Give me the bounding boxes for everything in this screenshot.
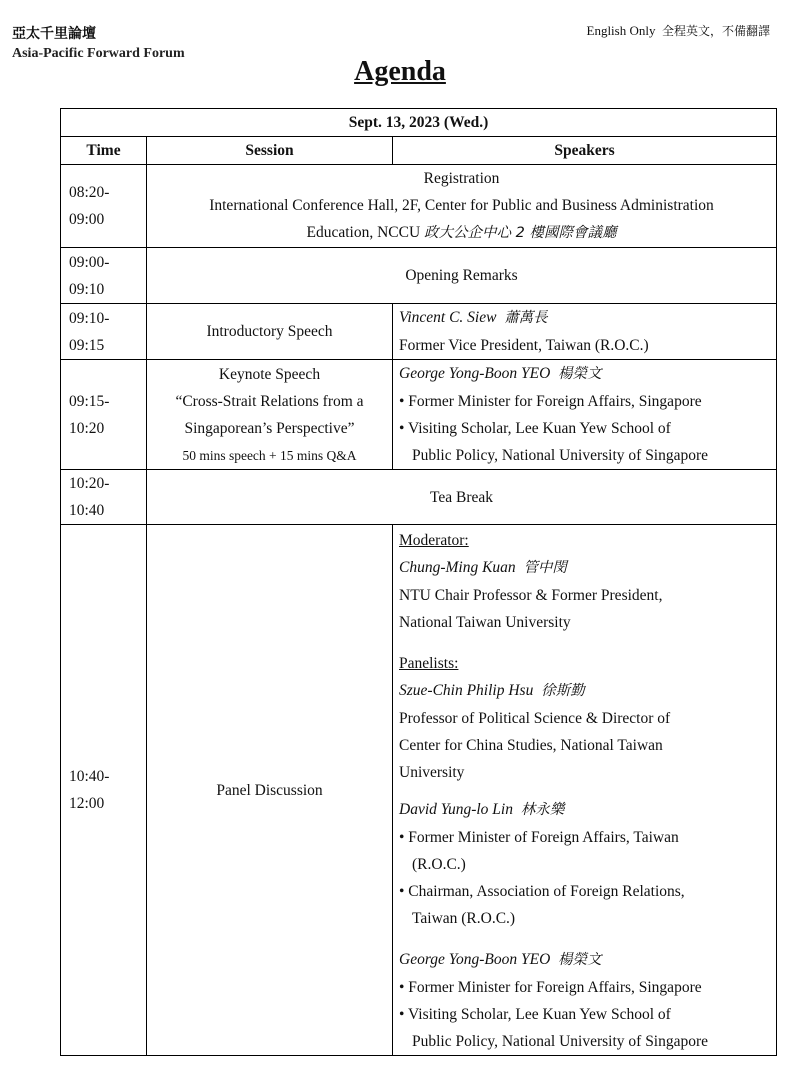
speaker-name-en: George Yong-Boon YEO: [399, 951, 551, 968]
speakers-column-header: Speakers: [393, 137, 777, 165]
time-cell: [61, 525, 147, 1056]
role-line: Professor of Political Science & Director of: [399, 710, 671, 727]
time-start: 10:20-: [69, 475, 110, 492]
speaker-name: [399, 946, 770, 974]
venue-zh: 政大公企中心 2 樓國際會議廳: [424, 225, 617, 241]
date-header: Sept. 13, 2023 (Wed.): [61, 109, 777, 137]
registration-title: Registration: [423, 170, 500, 187]
panelists-label: Panelists:: [399, 655, 459, 672]
speaker-name-zh: 管中閔: [523, 560, 567, 576]
speaker-name-zh: 楊榮文: [558, 366, 602, 382]
org-name-zh: 亞太千里論壇: [12, 26, 96, 42]
session-cell: [147, 360, 393, 470]
speakers-cell: [393, 525, 777, 1056]
speaker-name-zh: 楊榮文: [558, 952, 602, 968]
language-note-zh: 全程英文，不備翻譯: [661, 24, 770, 38]
speaker-name: [399, 554, 770, 582]
speaker-name: [399, 304, 770, 332]
session-duration: 50 mins speech + 15 mins Q&A: [182, 447, 357, 463]
spacer: [399, 786, 770, 796]
table-row: [61, 360, 777, 470]
speaker-name-zh: 徐斯勤: [541, 683, 585, 699]
time-cell: [61, 165, 147, 248]
org-name-en: Asia-Pacific Forward Forum: [12, 46, 185, 61]
role-line: Center for China Studies, National Taiwan: [399, 737, 663, 754]
role-line: Taiwan (R.O.C.): [412, 910, 516, 927]
venue-line: [147, 219, 776, 247]
spacer: [399, 636, 770, 650]
time-cell: [61, 248, 147, 304]
language-note: [587, 22, 771, 39]
speaker-name: [399, 677, 770, 705]
table-row: [61, 525, 777, 1056]
table-row: [61, 304, 777, 360]
speaker-name-en: Chung-Ming Kuan: [399, 559, 516, 576]
session-cell: Introductory Speech: [147, 304, 393, 360]
time-end: 09:10: [69, 280, 105, 298]
time-end: 10:40: [69, 502, 105, 519]
agenda-table: [60, 108, 777, 1056]
role-line: • Visiting Scholar, Lee Kuan Yew School of: [399, 1006, 671, 1023]
role-line: NTU Chair Professor & Former President,: [399, 587, 663, 604]
speakers-cell: [393, 304, 777, 360]
speaker-role: [399, 415, 770, 469]
time-start: 10:40-: [69, 768, 110, 785]
time-cell: [61, 360, 147, 470]
speaker-role: [399, 824, 770, 878]
time-end: 12:00: [69, 795, 105, 812]
role-line: • Chairman, Association of Foreign Relations,: [399, 883, 685, 900]
spacer: [399, 932, 770, 946]
table-row: [61, 165, 777, 248]
session-column-header: Session: [147, 137, 393, 165]
venue-en: Education, NCCU: [306, 224, 421, 241]
session-title: Keynote Speech: [218, 365, 321, 383]
speaker-name-en: Vincent C. Siew: [399, 309, 497, 326]
page-title: Agenda: [354, 56, 446, 87]
speaker-name-zh: 林永樂: [520, 802, 565, 818]
speaker-role: • Former Minister for Foreign Affairs, Singapore: [399, 979, 702, 996]
time-start: 09:15-: [69, 392, 110, 410]
table-row: [61, 248, 777, 304]
moderator-label: Moderator:: [399, 532, 469, 549]
speaker-role: [399, 878, 770, 932]
column-headers: [61, 137, 777, 165]
speaker-role: Former Vice President, Taiwan (R.O.C.): [399, 337, 649, 354]
date-row: [61, 109, 777, 137]
role-line: Public Policy, National University of Singapore: [412, 1033, 709, 1050]
role-line: (R.O.C.): [412, 856, 466, 873]
role-line: • Visiting Scholar, Lee Kuan Yew School of: [399, 420, 671, 437]
time-column-header: Time: [61, 137, 147, 165]
speaker-name-en: George Yong-Boon YEO: [399, 365, 551, 382]
venue-line: International Conference Hall, 2F, Center for Public and Business Administration: [209, 197, 714, 214]
time-start: 08:20-: [69, 184, 110, 201]
role-line: National Taiwan University: [399, 614, 571, 631]
session-topic: Singaporean’s Perspective”: [184, 419, 355, 437]
speaker-name: [399, 360, 770, 388]
speaker-name-zh: 蕭萬長: [504, 310, 548, 326]
time-cell: [61, 470, 147, 525]
role-line: Public Policy, National University of Singapore: [412, 447, 709, 464]
time-end: 10:20: [69, 419, 105, 437]
speaker-role: [399, 1001, 770, 1055]
time-start: 09:00-: [69, 253, 110, 271]
language-note-en: English Only: [586, 23, 656, 38]
time-end: 09:15: [69, 336, 105, 354]
tea-break-cell: Tea Break: [147, 470, 777, 525]
time-end: 09:00: [69, 211, 105, 228]
time-cell: [61, 304, 147, 360]
speaker-name: [399, 796, 770, 824]
session-cell: Panel Discussion: [147, 525, 393, 1056]
speaker-role: • Former Minister for Foreign Affairs, Singapore: [399, 393, 702, 410]
table-row: [61, 470, 777, 525]
role-line: • Former Minister of Foreign Affairs, Taiwan: [399, 829, 679, 846]
speakers-cell: [393, 360, 777, 470]
opening-remarks-cell: Opening Remarks: [147, 248, 777, 304]
time-start: 09:10-: [69, 309, 110, 327]
session-topic: “Cross-Strait Relations from a: [175, 392, 364, 410]
speaker-name-en: Szue-Chin Philip Hsu: [399, 682, 534, 699]
speaker-name-en: David Yung-lo Lin: [399, 801, 513, 818]
role-line: University: [399, 764, 465, 781]
registration-cell: [147, 165, 777, 248]
